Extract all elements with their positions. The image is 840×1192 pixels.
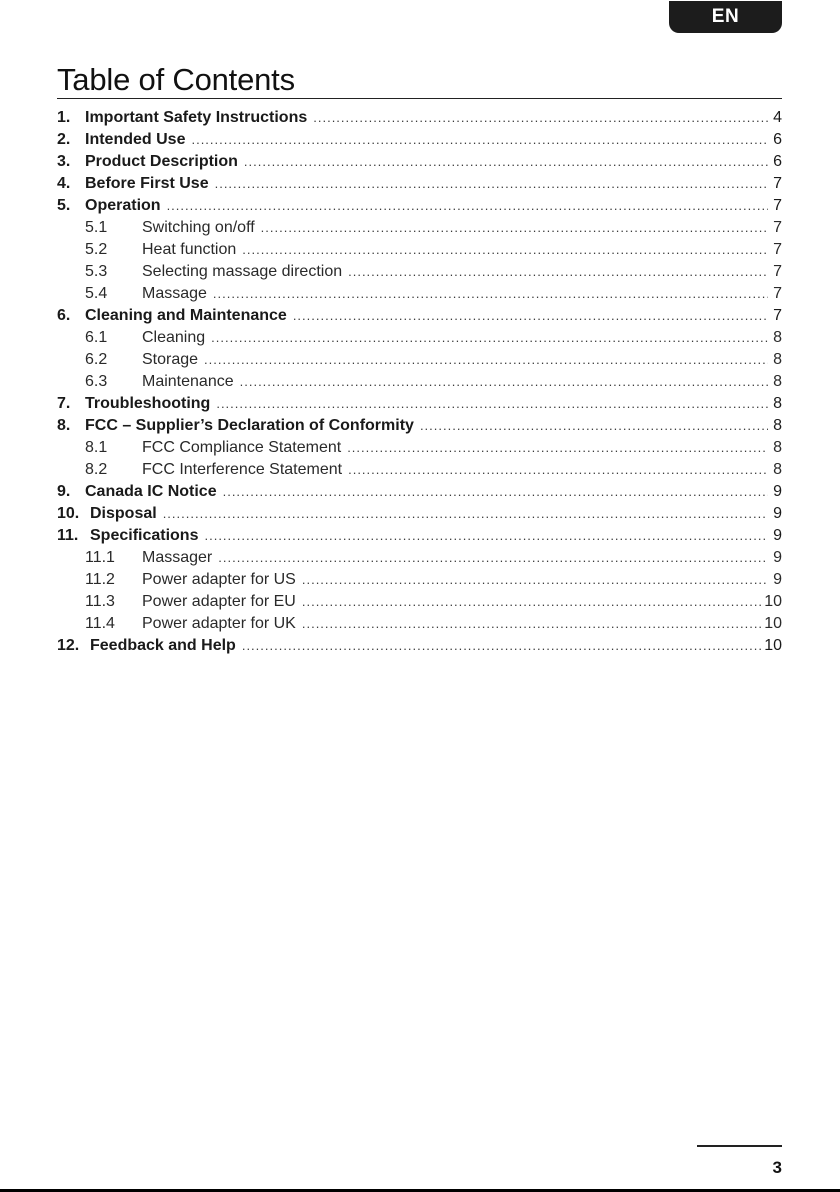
toc-entry-page: 7 (773, 175, 782, 192)
toc-entry-number: 11.2 (85, 571, 115, 588)
toc-subentry-storage[interactable] (57, 349, 782, 371)
dot-leader (216, 393, 768, 415)
dot-leader (261, 217, 768, 239)
toc-entry-page: 8 (773, 439, 782, 456)
dot-leader (347, 437, 768, 459)
dot-leader (244, 151, 768, 173)
toc-entry-number: 5.1 (85, 219, 108, 236)
toc-entry-canada-ic-notice[interactable] (57, 481, 782, 503)
toc-entry-label: Troubleshooting (85, 395, 211, 412)
toc-entry-label: Heat function (142, 241, 237, 258)
toc-entry-number: 4. (57, 175, 71, 192)
toc-entry-label: Power adapter for UK (142, 615, 296, 632)
toc-entry-label: Power adapter for US (142, 571, 296, 588)
toc-entry-number: 6. (57, 307, 71, 324)
toc-entry-number: 7. (57, 395, 71, 412)
toc-entry-label: Specifications (90, 527, 199, 544)
toc-entry-page: 7 (773, 197, 782, 214)
dot-leader (223, 481, 768, 503)
toc-entry-label: Massager (142, 549, 213, 566)
toc-entry-number: 11.1 (85, 549, 115, 566)
dot-leader (213, 283, 768, 305)
toc-entry-label: FCC – Supplier’s Declaration of Conformity (85, 417, 414, 434)
toc-entry-page: 9 (773, 549, 782, 566)
toc-entry-important-safety-instructions[interactable] (57, 107, 782, 129)
toc-subentry-selecting-massage-direction[interactable] (57, 261, 782, 283)
toc-entry-troubleshooting[interactable] (57, 393, 782, 415)
dot-leader (420, 415, 768, 437)
dot-leader (163, 503, 768, 525)
language-badge: EN (669, 1, 782, 33)
toc-entry-number: 3. (57, 153, 71, 170)
toc-entry-page: 9 (773, 505, 782, 522)
toc-entry-number: 6.2 (85, 351, 108, 368)
toc-entry-label: Before First Use (85, 175, 209, 192)
dot-leader (348, 459, 768, 481)
toc-entry-number: 6.1 (85, 329, 108, 346)
toc-entry-number: 6.3 (85, 373, 108, 390)
toc-entry-number: 5. (57, 197, 71, 214)
toc-entry-number: 2. (57, 131, 71, 148)
toc-entry-page: 10 (764, 637, 782, 654)
toc-entry-cleaning-and-maintenance[interactable] (57, 305, 782, 327)
toc-entry-page: 10 (764, 615, 782, 632)
toc-entry-label: Operation (85, 197, 161, 214)
toc-entry-label: Intended Use (85, 131, 186, 148)
toc-entry-number: 8.2 (85, 461, 108, 478)
toc-entry-label: Product Description (85, 153, 238, 170)
page-title: Table of Contents (57, 62, 295, 97)
toc-entry-number: 5.2 (85, 241, 108, 258)
toc-entry-page: 8 (773, 395, 782, 412)
dot-leader (211, 327, 768, 349)
toc-entry-label: Canada IC Notice (85, 483, 217, 500)
dot-leader (293, 305, 768, 327)
toc-entry-page: 6 (773, 131, 782, 148)
toc-entry-intended-use[interactable] (57, 129, 782, 151)
toc-subentry-massager[interactable] (57, 547, 782, 569)
toc-entry-page: 8 (773, 373, 782, 390)
dot-leader (348, 261, 768, 283)
dot-leader (204, 525, 768, 547)
toc-entry-label: Cleaning and Maintenance (85, 307, 287, 324)
toc-entry-page: 7 (773, 219, 782, 236)
toc-entry-label: FCC Compliance Statement (142, 439, 342, 456)
toc-entry-number: 10. (57, 505, 80, 522)
toc-subentry-power-adapter-us[interactable] (57, 569, 782, 591)
toc-entry-label: Important Safety Instructions (85, 109, 308, 126)
toc-entry-page: 8 (773, 461, 782, 478)
page-number: 3 (772, 1158, 782, 1177)
toc-entry-number: 11. (57, 527, 79, 544)
toc-subentry-fcc-compliance-statement[interactable] (57, 437, 782, 459)
dot-leader (204, 349, 768, 371)
toc-entry-number: 8. (57, 417, 71, 434)
toc-entry-page: 7 (773, 263, 782, 280)
toc-entry-page: 7 (773, 241, 782, 258)
title-divider (57, 98, 782, 99)
toc-entry-product-description[interactable] (57, 151, 782, 173)
toc-entry-page: 8 (773, 351, 782, 368)
toc-entry-number: 5.4 (85, 285, 108, 302)
toc-entry-number: 8.1 (85, 439, 108, 456)
toc-list (57, 107, 782, 657)
toc-entry-number: 11.3 (85, 593, 115, 610)
toc-entry-specifications[interactable] (57, 525, 782, 547)
toc-entry-page: 8 (773, 417, 782, 434)
toc-entry-label: Storage (142, 351, 199, 368)
toc-entry-label: Selecting massage direction (142, 263, 343, 280)
toc-entry-label: FCC Interference Statement (142, 461, 343, 478)
toc-subentry-switching-on-off[interactable] (57, 217, 782, 239)
toc-subentry-heat-function[interactable] (57, 239, 782, 261)
toc-entry-operation[interactable] (57, 195, 782, 217)
dot-leader (302, 613, 762, 635)
toc-entry-page: 4 (773, 109, 782, 126)
dot-leader (167, 195, 768, 217)
toc-entry-disposal[interactable] (57, 503, 782, 525)
dot-leader (215, 173, 768, 195)
toc-entry-number: 1. (57, 109, 71, 126)
toc-subentry-fcc-interference-statement[interactable] (57, 459, 782, 481)
toc-entry-page: 7 (773, 307, 782, 324)
dot-leader (302, 569, 768, 591)
dot-leader (218, 547, 768, 569)
toc-entry-label: Feedback and Help (90, 637, 236, 654)
dot-leader (191, 129, 768, 151)
toc-entry-label: Massage (142, 285, 207, 302)
toc-entry-page: 9 (773, 527, 782, 544)
toc-entry-page: 9 (773, 483, 782, 500)
toc-entry-number: 11.4 (85, 615, 115, 632)
toc-entry-page: 9 (773, 571, 782, 588)
toc-entry-page: 6 (773, 153, 782, 170)
toc-subentry-maintenance[interactable] (57, 371, 782, 393)
toc-entry-page: 7 (773, 285, 782, 302)
dot-leader (242, 635, 762, 657)
toc-entry-label: Power adapter for EU (142, 593, 296, 610)
toc-subentry-massage[interactable] (57, 283, 782, 305)
toc-entry-label: Disposal (90, 505, 157, 522)
toc-entry-label: Cleaning (142, 329, 206, 346)
toc-entry-page: 10 (764, 593, 782, 610)
dot-leader (242, 239, 768, 261)
dot-leader (302, 591, 762, 613)
dot-leader (240, 371, 768, 393)
toc-entry-feedback-and-help[interactable] (57, 635, 782, 657)
footer-divider (697, 1145, 782, 1147)
toc-subentry-power-adapter-uk[interactable] (57, 613, 782, 635)
toc-entry-number: 9. (57, 483, 71, 500)
toc-entry-label: Maintenance (142, 373, 234, 390)
toc-subentry-power-adapter-eu[interactable] (57, 591, 782, 613)
toc-entry-fcc-declaration[interactable] (57, 415, 782, 437)
toc-entry-label: Switching on/off (142, 219, 255, 236)
toc-entry-number: 12. (57, 637, 80, 654)
toc-subentry-cleaning[interactable] (57, 327, 782, 349)
toc-entry-number: 5.3 (85, 263, 108, 280)
toc-entry-before-first-use[interactable] (57, 173, 782, 195)
toc-entry-page: 8 (773, 329, 782, 346)
dot-leader (313, 107, 768, 129)
